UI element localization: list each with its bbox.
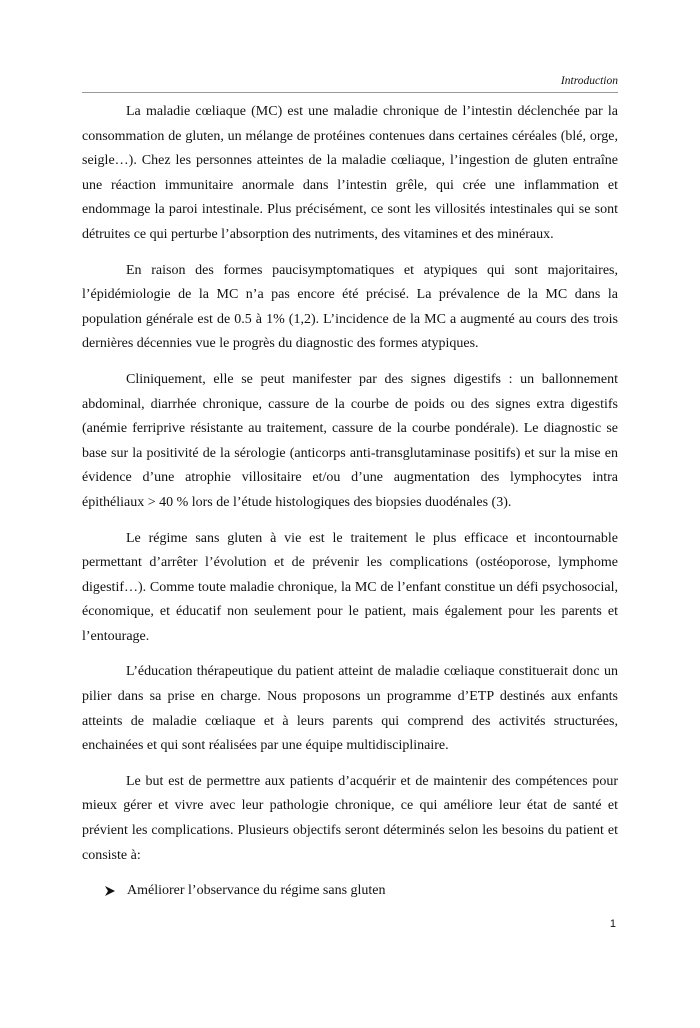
running-header [82, 74, 618, 93]
paragraph-epidemiology: En raison des formes paucisymptomatiques et atypiques qui sont majoritaires, l’épidémiologie de la MC n’a pas encore été précisé. La prévalence de la MC dans la population générale est de 0.5 à 1% (1,2). L’incidence de la MC a augmenté au cours des trois dernières décennies vue le progrès du diagnostic des formes atypiques. [82, 262, 618, 352]
paragraph-definition: La maladie cœliaque (MC) est une maladie chronique de l’intestin déclenchée par la consommation de gluten, un mélange de protéines contenues dans certaines céréales (blé, orge, seigle…). Chez les personnes atteintes de la maladie cœliaque, l’ingestion de gluten entraîne une réaction immunitaire anormale dans l’intestin grêle, qui crée une inflammation et endommage la paroi intestinale. Plus précisément, ce sont les villosités intestinales qui se sont détruites ce qui perturbe l’absorption des nutriments, des vitamines et des minéraux. [82, 104, 618, 242]
paragraph-clinical-signs: Cliniquement, elle se peut manifester par des signes digestifs : un ballonnement abdominal, diarrhée chronique, cassure de la courbe de poids ou des signes extra digestifs (anémie ferriprive résistante au traitement, cassure de la courbe pondérale). Le diagnostic se base sur la positivité de la sérologie (anticorps anti-transglutaminase positifs) et sur la mise en évidence d’une atrophie villositaire et/ou d’une augmentation des lymphocytes intra épithéliaux > 40 % lors de l’étude histologiques des biopsies duodénales (3). [82, 371, 618, 510]
list-item-text: Améliorer l’observance du régime sans gluten [127, 883, 386, 899]
paragraph-treatment: Le régime sans gluten à vie est le traitement le plus efficace et incontournable permettant d’arrêter l’évolution et de prévenir les complications (ostéoporose, lymphome digestif…). Comme toute maladie chronique, la MC de l’enfant constitue un défi psychosocial, économique, et éducatif non seulement pour le patient, mais également pour les parents et l’entourage. [82, 530, 618, 644]
list-item [104, 879, 618, 903]
page-number: 1 [609, 918, 616, 930]
document-body [82, 100, 618, 903]
paragraph-objectives: Le but est de permettre aux patients d’acquérir et de maintenir des compétences pour mieux gérer et vivre avec leur pathologie chronique, ce qui améliore leur état de santé et prévient les complications. Plusieurs objectifs seront déterminés selon les besoins du patient et consiste à: [82, 773, 618, 863]
paragraph-therapeutic-education: L’éducation thérapeutique du patient atteint de maladie cœliaque constituerait donc un pilier dans sa prise en charge. Nous proposons un programme d’ETP destinés aux enfants atteints de maladie cœliaque et à leurs parents qui comprend des activités structurées, enchainées et qui sont réalisées par une équipe multidisciplinaire. [82, 664, 618, 754]
header-section-title: Introduction [560, 75, 618, 87]
arrow-bullet-icon [104, 885, 116, 897]
